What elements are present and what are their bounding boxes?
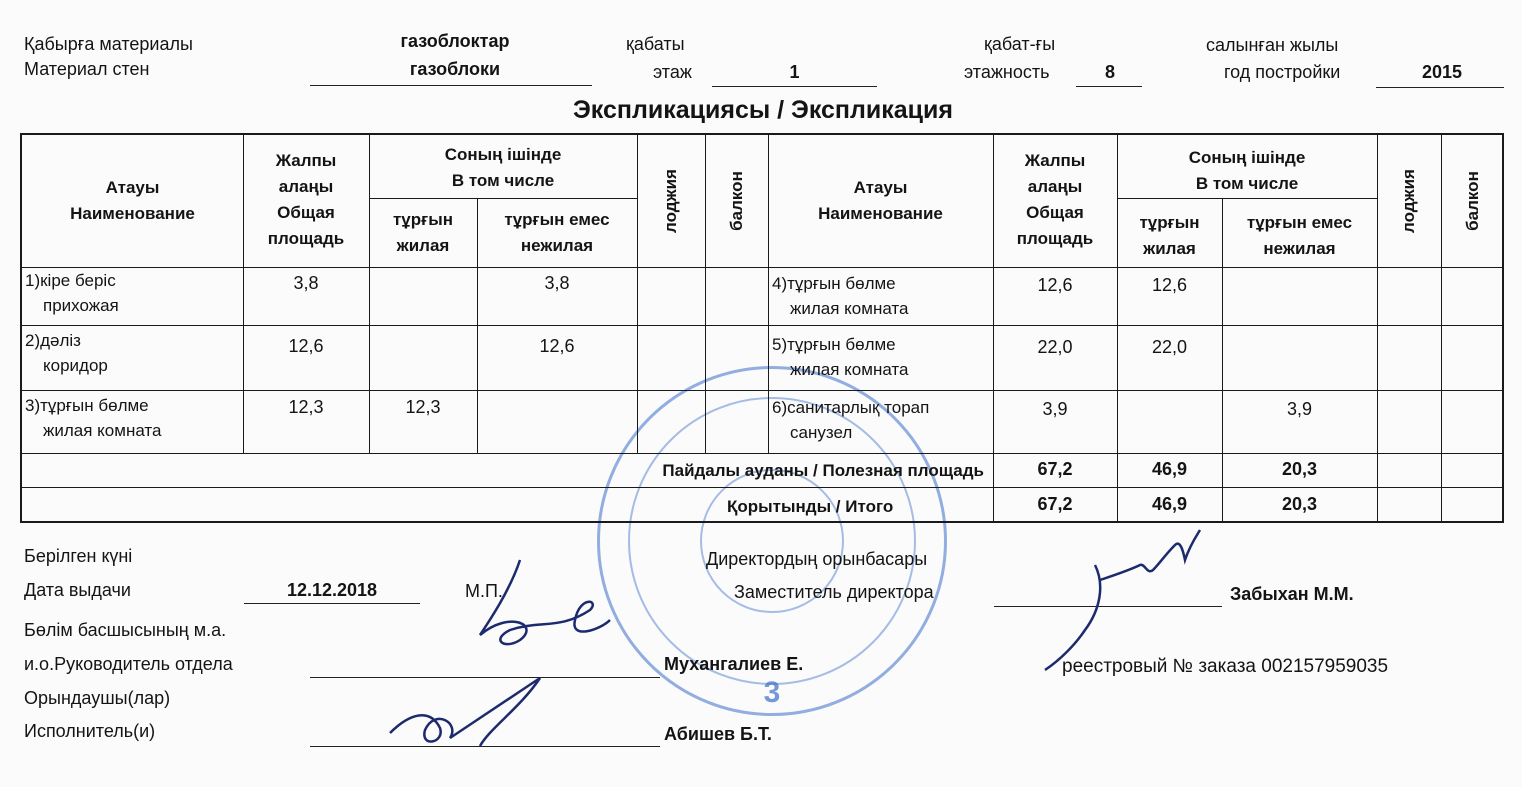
head-signature bbox=[450, 550, 620, 660]
room-living: 22,0 bbox=[1151, 337, 1188, 357]
col-including-kz: Соның ішінде bbox=[444, 145, 562, 164]
table-divider bbox=[22, 390, 1504, 391]
floor-label-kz: қабаты bbox=[626, 34, 685, 54]
room-name-ru: санузел bbox=[790, 423, 853, 442]
col-living-header-right bbox=[1117, 210, 1222, 262]
col-including-kz-right: Соның ішінде bbox=[1188, 148, 1306, 167]
head-label-kz: Бөлім басшысының м.а. bbox=[24, 620, 227, 640]
deputy-label-kz: Директордың орынбасары bbox=[706, 549, 928, 569]
page-title: Экспликациясы / Экспликация bbox=[572, 96, 954, 124]
floor-underline bbox=[712, 86, 877, 87]
head-label-ru: и.о.Руководитель отдела bbox=[24, 654, 233, 674]
seal-place-label: М.П. bbox=[465, 581, 503, 601]
executor-name: Абишев Б.Т. bbox=[664, 724, 772, 744]
year-label-kz: салынған жылы bbox=[1206, 35, 1339, 55]
table-divider bbox=[637, 135, 638, 453]
deputy-name: Забыхан М.М. bbox=[1230, 584, 1354, 604]
storeys-label-kz: қабат-ғы bbox=[984, 34, 1056, 54]
itogo-nonliving: 20,3 bbox=[1281, 494, 1318, 514]
room-name-kz: 1)кіре беріс bbox=[25, 271, 116, 290]
table-divider bbox=[705, 135, 706, 453]
year-value: 2015 bbox=[1421, 62, 1463, 82]
room-total: 12,6 bbox=[288, 336, 324, 356]
issue-date-underline bbox=[244, 603, 420, 604]
room-name-ru: жилая комната bbox=[790, 360, 909, 379]
col-including-header-right bbox=[1117, 145, 1377, 197]
room-name-ru: коридор bbox=[43, 356, 108, 375]
room-name-kz: 3)тұрғын бөлме bbox=[25, 396, 149, 415]
storeys-label-ru: этажность bbox=[964, 62, 1050, 82]
col-loggia-header: лоджия bbox=[661, 169, 680, 233]
deputy-signature bbox=[1035, 525, 1205, 675]
col-living-ru: жилая bbox=[396, 236, 450, 255]
table-row bbox=[772, 332, 908, 382]
col-name-kz: Атауы bbox=[105, 178, 160, 197]
col-total-kz-2: алаңы bbox=[278, 177, 334, 196]
col-name-header bbox=[22, 175, 243, 227]
floor-value: 1 bbox=[789, 62, 800, 82]
col-living-kz-right: тұрғын bbox=[1139, 213, 1200, 232]
table-divider bbox=[22, 267, 1504, 268]
table-row bbox=[772, 395, 929, 445]
col-nonliving-ru-right: нежилая bbox=[1263, 239, 1336, 258]
storeys-underline bbox=[1076, 86, 1142, 87]
col-including-ru: В том числе bbox=[451, 171, 555, 190]
col-total-ru-2-right: площадь bbox=[1016, 229, 1094, 248]
issue-date-value: 12.12.2018 bbox=[286, 580, 378, 600]
issue-date-label-kz: Берілген күні bbox=[24, 546, 133, 566]
year-underline bbox=[1376, 87, 1504, 88]
room-name-kz: 5)тұрғын бөлме bbox=[772, 335, 896, 354]
table-divider bbox=[22, 453, 1504, 454]
room-name-ru: жилая комната bbox=[790, 299, 909, 318]
useful-area-nonliving: 20,3 bbox=[1281, 459, 1318, 479]
wall-material-value-kz: газоблоктар bbox=[400, 31, 510, 51]
room-nonliving: 3,8 bbox=[544, 273, 570, 293]
wall-material-value-ru: газоблоки bbox=[409, 59, 501, 79]
signature-stroke bbox=[1045, 530, 1200, 670]
room-total: 3,8 bbox=[293, 273, 319, 293]
col-total-ru-2: площадь bbox=[267, 229, 345, 248]
itogo-total: 67,2 bbox=[1037, 494, 1073, 514]
col-nonliving-kz: тұрғын емес bbox=[504, 210, 610, 229]
col-living-ru-right: жилая bbox=[1143, 239, 1196, 258]
room-living: 12,6 bbox=[1151, 275, 1188, 295]
table-row bbox=[25, 268, 119, 318]
col-living-header bbox=[369, 207, 477, 259]
useful-area-living: 46,9 bbox=[1151, 459, 1188, 479]
room-total: 3,9 bbox=[1042, 399, 1068, 419]
col-including-header bbox=[369, 142, 637, 194]
wall-material-label-kz: Қабырға материалы bbox=[24, 34, 193, 54]
registry-number: реестровый № заказа 002157959035 bbox=[1062, 656, 1389, 677]
col-nonliving-ru: нежилая bbox=[520, 236, 594, 255]
col-name-header-right bbox=[768, 175, 993, 227]
issue-date-label-ru: Дата выдачи bbox=[24, 580, 131, 600]
wall-material-label-ru: Материал стен bbox=[24, 59, 150, 79]
deputy-label-ru: Заместитель директора bbox=[734, 582, 934, 602]
room-name-ru: жилая комната bbox=[43, 421, 162, 440]
room-name-kz: 6)санитарлық торап bbox=[772, 398, 930, 417]
col-nonliving-header bbox=[477, 207, 637, 259]
col-name-kz-right: Атауы bbox=[853, 178, 908, 197]
year-label-ru: год постройки bbox=[1224, 62, 1341, 82]
col-name-ru-right: Наименование bbox=[818, 204, 943, 223]
table-row bbox=[25, 393, 161, 443]
storeys-value: 8 bbox=[1104, 62, 1115, 82]
col-balcony-header: балкон bbox=[727, 171, 746, 231]
col-total-ru-1-right: Общая bbox=[1026, 203, 1084, 222]
table-divider bbox=[22, 325, 1504, 326]
wall-material-underline bbox=[310, 85, 592, 86]
floor-label-ru: этаж bbox=[653, 62, 692, 82]
explication-table bbox=[20, 133, 1504, 523]
col-total-kz-2-right: алаңы bbox=[1027, 177, 1083, 196]
col-living-kz: тұрғын bbox=[392, 210, 454, 229]
room-name-kz: 2)дәліз bbox=[25, 331, 81, 350]
col-total-ru-1: Общая bbox=[277, 203, 335, 222]
table-divider bbox=[1377, 135, 1378, 521]
table-divider bbox=[1117, 198, 1377, 199]
executor-label-ru: Исполнитель(и) bbox=[24, 721, 156, 741]
itogo-living: 46,9 bbox=[1151, 494, 1188, 514]
col-total-header-right bbox=[993, 148, 1117, 252]
head-name: Мухангалиев Е. bbox=[664, 654, 804, 674]
signature-stroke bbox=[480, 560, 610, 644]
table-divider bbox=[22, 487, 1504, 488]
col-loggia-header-right: лоджия bbox=[1399, 169, 1418, 233]
seal-number: 3 bbox=[763, 676, 781, 709]
room-total: 12,6 bbox=[1037, 275, 1073, 295]
executor-signature bbox=[380, 668, 560, 758]
room-nonliving: 3,9 bbox=[1286, 399, 1313, 419]
col-nonliving-kz-right: тұрғын емес bbox=[1246, 213, 1353, 232]
col-nonliving-header-right bbox=[1222, 210, 1377, 262]
room-total: 12,3 bbox=[288, 397, 324, 417]
room-name-ru: прихожая bbox=[43, 296, 119, 315]
col-including-ru-right: В том числе bbox=[1195, 174, 1299, 193]
itogo-label: Қорытынды / Итого bbox=[727, 497, 894, 516]
room-nonliving: 12,6 bbox=[539, 336, 575, 356]
signature-stroke bbox=[390, 678, 540, 746]
useful-area-label: Пайдалы ауданы / Полезная площадь bbox=[662, 461, 984, 480]
executor-label-kz: Орындаушы(лар) bbox=[24, 688, 171, 708]
table-divider bbox=[369, 198, 637, 199]
room-living: 12,3 bbox=[405, 397, 441, 417]
table-row bbox=[25, 328, 108, 378]
useful-area-total: 67,2 bbox=[1037, 459, 1073, 479]
col-total-kz-1-right: Жалпы bbox=[1024, 151, 1086, 170]
col-balcony-header-right: балкон bbox=[1463, 171, 1482, 231]
room-total: 22,0 bbox=[1037, 337, 1073, 357]
col-total-header bbox=[243, 148, 369, 252]
room-name-kz: 4)тұрғын бөлме bbox=[772, 274, 896, 293]
col-total-kz-1: Жалпы bbox=[275, 151, 337, 170]
col-name-ru: Наименование bbox=[70, 204, 195, 223]
table-divider bbox=[1441, 135, 1442, 521]
table-row bbox=[772, 271, 908, 321]
